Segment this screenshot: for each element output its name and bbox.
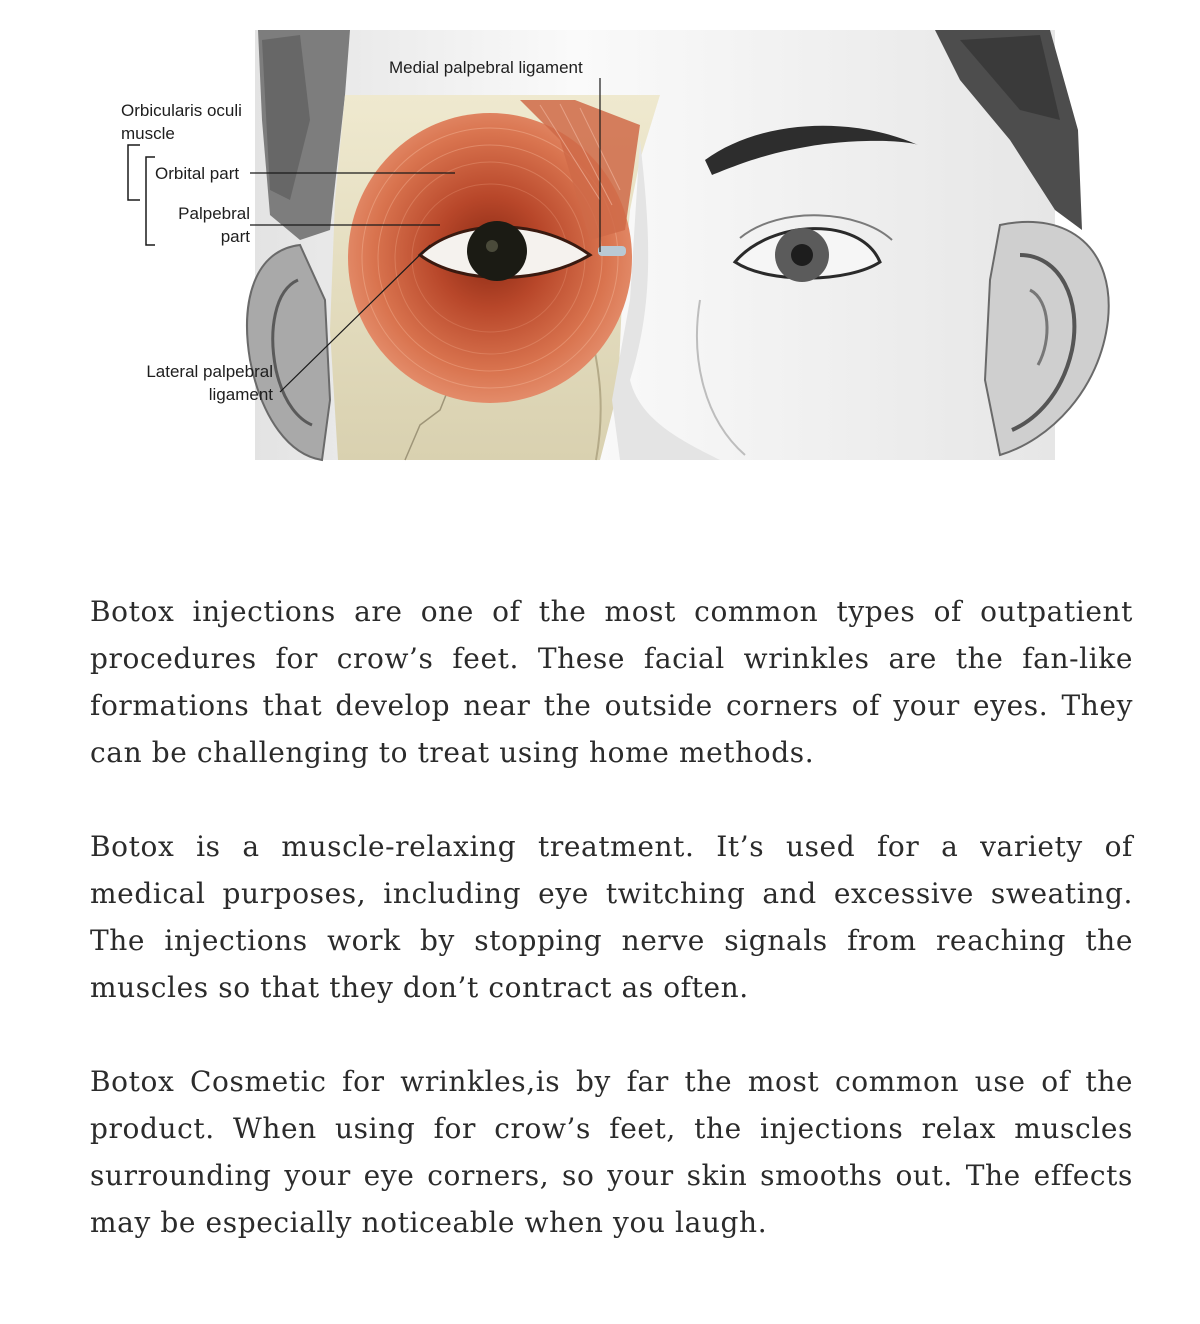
palpebral-part-label-line2: part <box>220 227 250 246</box>
lateral-palpebral-ligament-label-line1: Lateral palpebral <box>146 362 273 381</box>
orbital-part-label: Orbital part <box>155 164 240 183</box>
palpebral-part-label-line1: Palpebral <box>178 204 250 223</box>
article-body <box>90 588 1133 1246</box>
lateral-palpebral-ligament-label-line2: ligament <box>208 385 273 404</box>
paragraph-cosmetic-use: Botox Cosmetic for wrinkles,is by far the most common use of the product. When using for crow’s feet, the injections relax muscles surrounding your eye corners, so your skin smooths out. The effects may be especially noticeable when you laugh. <box>90 1065 1133 1239</box>
anatomy-illustration <box>0 0 1200 470</box>
orbicularis-label-line1: Orbicularis oculi <box>121 101 242 120</box>
orbicularis-label-line2: muscle <box>121 124 175 143</box>
paragraph-botox-intro: Botox injections are one of the most common types of outpatient procedures for crow’s feet. These facial wrinkles are the fan-like formations that develop near the outside corners of your eyes. They can be challenging to treat using home methods. <box>90 595 1133 769</box>
medial-palpebral-ligament-label: Medial palpebral ligament <box>389 58 583 77</box>
paragraph-muscle-relaxing: Botox is a muscle-relaxing treatment. It’s used for a variety of medical purposes, including eye twitching and excessive sweating. The injections work by stopping nerve signals from reaching the muscles so that they don’t contract as often. <box>90 830 1133 1004</box>
orbicularis-bracket <box>128 145 140 200</box>
